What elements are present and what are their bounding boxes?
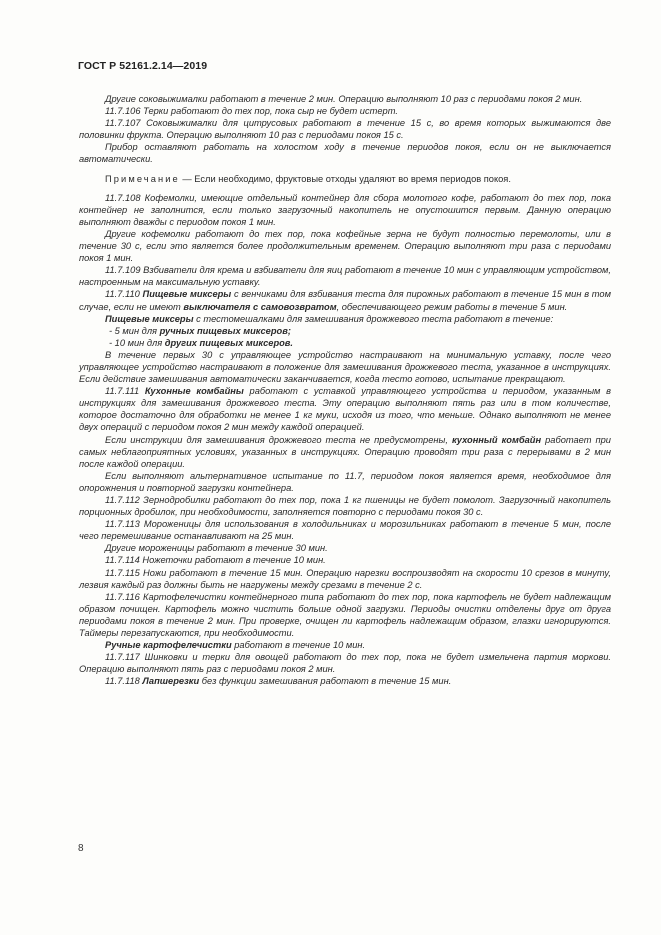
- body-paragraph: [79, 288, 611, 312]
- emphasized-term: Пищевые миксеры: [142, 289, 232, 300]
- paragraph-text: Примечание: [105, 173, 180, 184]
- paragraph-text: Если инструкции для замешивания дрожжевого теста не предусмотрены,: [105, 434, 452, 445]
- document-header: ГОСТ Р 52161.2.14—2019: [78, 60, 208, 72]
- paragraph-text: 11.7.108 Кофемолки, имеющие отдельный контейнер для сбора молотого кофе, работают до тех пор, пока контейнер не заполнится, если только загрузочный накопитель не опустошится первым. Данную операцию выполняют дважды с периодом покоя 1 мин.: [79, 192, 611, 227]
- body-paragraph: [79, 192, 611, 228]
- body-paragraph: [79, 349, 611, 385]
- body-paragraph: [79, 494, 611, 518]
- paragraph-text: В течение первых 30 с управляющее устройство настраивают на минимальную уставку, после чего управляющее устройство настраивают в положение для замешивания дрожжевого теста, указанное в инструкциях. Если действие замешивания автоматически заканчивается, когда тесто готово, испытание прекращают.: [79, 349, 611, 385]
- emphasized-term: кухонный комбайн: [451, 434, 542, 445]
- body-paragraph: [79, 385, 611, 433]
- emphasized-term: других пищевых миксеров.: [164, 337, 293, 348]
- paragraph-text: работает при самых неблагоприятных условиях, указанных в инструкциях. Операцию проводят три раза с перерывами в 2 мин после каждой операции.: [79, 434, 611, 469]
- paragraph-text: — Если необходимо, фруктовые отходы удаляют во время периодов покоя.: [179, 173, 511, 184]
- emphasized-term: Ручные картофелечистки: [105, 640, 232, 651]
- emphasized-term: Лапшерезки: [142, 676, 200, 687]
- body-paragraph: [79, 554, 611, 566]
- emphasized-term: ручных пищевых миксеров;: [159, 325, 291, 336]
- body-paragraph: [79, 639, 611, 651]
- paragraph-text: работают в течение 10 мин.: [231, 640, 366, 651]
- page-number: 8: [78, 843, 84, 854]
- paragraph-text: без функции замешивания работают в течение 15 мин.: [199, 676, 452, 687]
- body-paragraph: [79, 591, 611, 639]
- body-paragraph: [79, 675, 611, 687]
- body-paragraph: [79, 117, 611, 141]
- paragraph-text: 11.7.107 Соковыжималки для цитрусовых работают в течение 15 с, во время которых выжимаются две половинки фрукта. Операцию выполняют 10 раз с периодами покоя 15 с.: [79, 118, 611, 141]
- body-paragraph: [79, 518, 611, 542]
- body-paragraph: [79, 470, 611, 494]
- emphasized-term: Кухонные комбайны: [144, 386, 244, 397]
- paragraph-text: 11.7.110: [105, 289, 143, 300]
- paragraph-text: 11.7.112 Зернодробилки работают до тех пор, пока 1 кг пшеницы не будет помолот. Загрузочный накопитель порционных дробилок, при необходимости, заполняется повторно с периодами покоя 30 с.: [79, 495, 611, 518]
- list-item: [79, 337, 611, 349]
- document-body: [79, 93, 611, 688]
- body-paragraph: [79, 141, 611, 165]
- paragraph-text: 11.7.114 Ножеточки работают в течение 10 мин.: [105, 555, 326, 566]
- paragraph-text: Другие соковыжималки работают в течение 2 мин. Операцию выполняют 10 раз с периодами покоя 2 мин.: [105, 94, 583, 104]
- body-paragraph: [79, 228, 611, 264]
- body-paragraph: [79, 93, 611, 105]
- paragraph-text: Прибор оставляют работать на холостом ходу в течение периодов покоя, если он не выключается автоматически.: [79, 142, 611, 165]
- paragraph-text: 11.7.111: [105, 386, 145, 397]
- paragraph-text: Другие кофемолки работают до тех пор, пока кофейные зерна не будут полностью перемолоты, или в течение 30 с, если это является более продолжительным временем. Операцию выполняют три раза с периодами покоя 1 мин.: [79, 228, 611, 264]
- paragraph-text: 11.7.113 Мороженицы для использования в холодильниках и морозильниках работают в течение 5 мин, после чего перемешивание останавливают на 25 мин.: [79, 519, 611, 542]
- emphasized-term: выключателя с самовозвратом: [183, 301, 337, 312]
- paragraph-text: Если выполняют альтернативное испытание по 11.7, периодом покоя является время, необходимое для опорожнения и повторной загрузки контейнера.: [79, 470, 611, 493]
- body-paragraph: [79, 105, 611, 117]
- paragraph-text: 11.7.109 Взбиватели для крема и взбиватели для яиц работают в течение 10 мин с управляющим устройством, настроенным на максимальную уставку.: [79, 265, 611, 288]
- note-paragraph: [79, 173, 611, 185]
- list-item: [79, 325, 611, 337]
- paragraph-text: Другие мороженицы работают в течение 30 мин.: [105, 543, 328, 554]
- paragraph-text: - 5 мин для: [109, 325, 160, 336]
- paragraph-text: с тестомешалками для замешивания дрожжевого теста работают в течение:: [193, 313, 554, 324]
- paragraph-text: 11.7.118: [105, 676, 143, 687]
- paragraph-text: 11.7.106 Терки работают до тех пор, пока сыр не будет истерт.: [105, 106, 398, 117]
- body-paragraph: [79, 651, 611, 675]
- paragraph-text: работают с уставкой управляющего устройства и периодом, указанным в инструкциях для замешивания дрожжевого теста. Эту операцию выполняют пять раз или в том количестве, которое достаточно для обработки не менее 1 кг муки, исходя из того, что меньше. Однако выполняют не менее двух операций с периодом покоя 2 мин между каждой операцией.: [79, 386, 611, 433]
- paragraph-text: 11.7.117 Шинковки и терки для овощей работают до тех пор, пока не будет измельчена партия моркови. Операцию выполняют пять раз с периодами покоя 2 мин.: [79, 652, 611, 675]
- body-paragraph: [79, 542, 611, 554]
- paragraph-text: с венчиками для взбивания теста для пирожных работают в течение 15 мин в том случае, если не имеют: [79, 289, 611, 312]
- paragraph-text: 11.7.115 Ножи работают в течение 15 мин. Операцию нарезки воспроизводят на скорости 10 срезов в минуту, лезвия каждый раз должны быть не нагружены между срезами в течение 2 с.: [79, 567, 611, 590]
- paragraph-text: , обеспечивающего режим работы в течение 5 мин.: [336, 301, 568, 312]
- body-paragraph: [79, 567, 611, 591]
- paragraph-text: 11.7.116 Картофелечистки контейнерного типа работают до тех пор, пока картофель не будет надлежащим образом почищен. Картофель можно чистить больше одной загрузки. Периоды очистки отделены друг от друга периодами покоя в течение 2 мин. При проверке, очищен ли картофель надлежащим образом, глазки игнорируются. Таймеры перезапускаются, при необходимости.: [79, 591, 611, 639]
- emphasized-term: Пищевые миксеры: [105, 313, 194, 324]
- paragraph-text: - 10 мин для: [109, 337, 165, 348]
- body-paragraph: [79, 313, 611, 325]
- body-paragraph: [79, 434, 611, 470]
- body-paragraph: [79, 264, 611, 288]
